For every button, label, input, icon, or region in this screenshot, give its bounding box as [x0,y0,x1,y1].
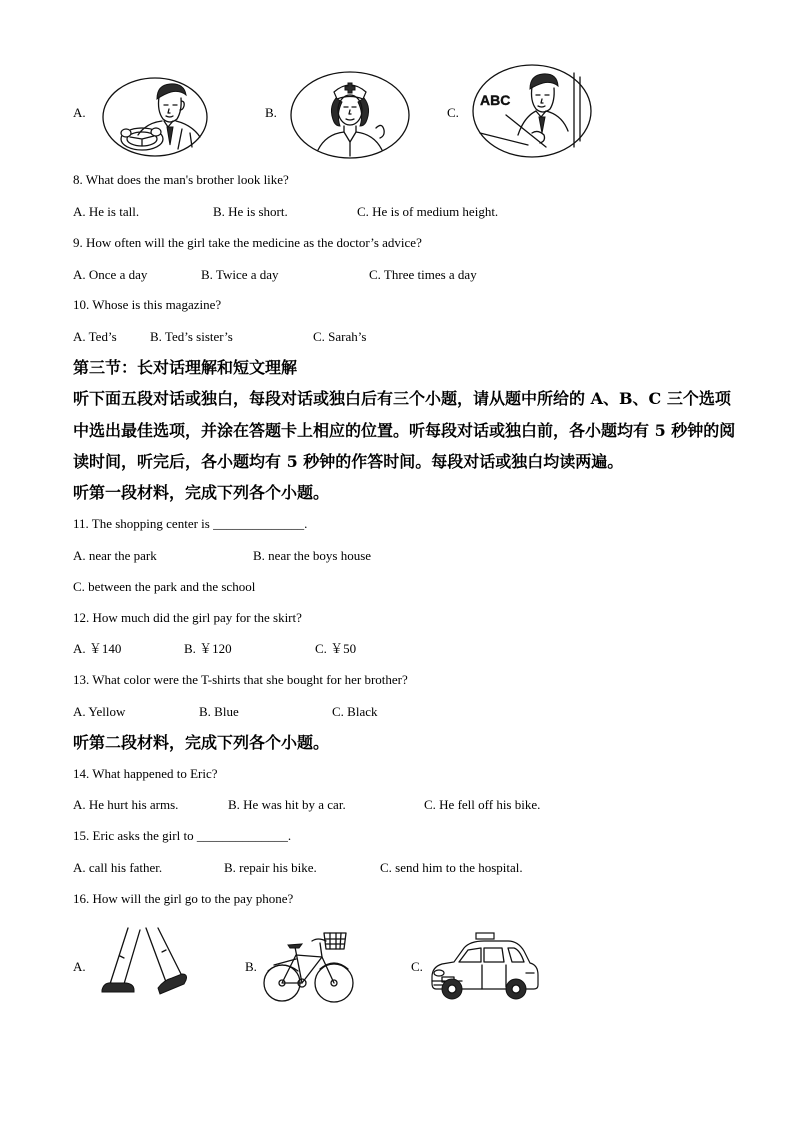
nurse-picture [288,70,412,160]
instructions-line: 读时间，听完后，各小题均有 5 秒钟的作答时间。每段对话或独白均读两遍。 [73,452,624,471]
q14-option-c: C. He fell off his bike. [424,797,541,812]
steering-wheel [121,128,163,150]
q11-stem: 11. The shopping center is ______________. [73,516,308,531]
q10-option-b: B. Ted’s sister’s [150,329,233,344]
q12-option-a: A. ￥140 [73,641,122,656]
q13-option-c: C. Black [332,704,378,719]
right-shoe [158,974,187,994]
taxi-rear-wheel [506,979,526,999]
q7-option-b-label: B. [265,105,277,120]
q7-option-a-label: A. [73,105,86,120]
q7-option-c-label: C. [447,105,459,120]
q11-option-b: B. near the boys house [253,548,372,563]
q10-stem: 10. Whose is this magazine? [73,297,222,312]
q13-option-b: B. Blue [199,704,239,719]
q11-option-c: C. between the park and the school [73,579,256,594]
teacher-head [530,74,558,112]
q15-stem: 15. Eric asks the girl to ______________. [73,828,292,843]
q12-option-b: B. ￥120 [184,641,232,656]
q15-option-b: B. repair his bike. [224,860,317,875]
headlight [434,970,444,976]
q12-stem: 12. How much did the girl pay for the skirt? [73,610,302,625]
instructions-line: 听下面五段对话或独白，每段对话或独白后有三个小题，请从题中所给的 A、B、C 三个选项 [73,389,731,408]
q8-option-a: A. He is tall. [73,204,140,219]
material-2-heading: 听第二段材料，完成下列各个小题。 [73,733,330,752]
right-leg [146,928,187,994]
q11-option-a: A. near the park [73,548,157,563]
q10-option-a: A. Ted’s [73,329,117,344]
q13-stem: 13. What color were the T-shirts that she bought for her brother? [73,672,408,687]
nurse-cap [334,83,366,99]
left-shoe [102,983,134,992]
q13-option-a: A. Yellow [73,704,126,719]
q14-option-a: A. He hurt his arms. [73,797,179,812]
taxi-picture [428,931,540,1001]
q16-stem: 16. How will the girl go to the pay phone? [73,891,294,906]
q14-option-b: B. He was hit by a car. [228,797,346,812]
driver-head [157,84,186,122]
instructions-line: 中选出最佳选项，并涂在答题卡上相应的位置。听每段对话或独白前，各小题均有 5 秒钟的阅 [73,421,736,440]
taxi-front-wheel [442,979,462,999]
q8-option-b: B. He is short. [213,204,288,219]
q10-option-c: C. Sarah’s [313,329,367,344]
q16-option-c-label: C. [411,959,423,974]
q16-option-a-label: A. [73,959,86,974]
bicycle-picture [262,923,356,1007]
walking-legs-picture [98,926,190,1002]
q15-option-c: C. send him to the hospital. [380,860,523,875]
q8-option-c: C. He is of medium height. [357,204,499,219]
driver-picture [100,75,210,159]
q8-stem: 8. What does the man's brother look like? [73,172,289,187]
taxi-roof-sign [476,933,494,939]
q9-option-b: B. Twice a day [201,267,279,282]
blackboard-text: ABC [480,92,511,108]
q9-stem: 9. How often will the girl take the medicine as the doctor’s advice? [73,235,422,250]
q14-stem: 14. What happened to Eric? [73,766,218,781]
teacher-picture [470,63,594,160]
q15-option-a: A. call his father. [73,860,163,875]
q12-option-c: C. ￥50 [315,641,357,656]
picture-frame-oval [473,65,591,157]
q9-option-c: C. Three times a day [369,267,477,282]
material-1-heading: 听第一段材料，完成下列各个小题。 [73,483,330,502]
nurse-head [331,95,368,126]
bicycle-basket [324,933,346,949]
left-leg [102,928,140,992]
nurse-body [318,125,384,156]
q9-option-a: A. Once a day [73,267,148,282]
handlebar [312,939,326,941]
section-title: 第三节：长对话理解和短文理解 [73,358,298,377]
bicycle-seat [288,944,302,948]
q16-option-b-label: B. [245,959,257,974]
